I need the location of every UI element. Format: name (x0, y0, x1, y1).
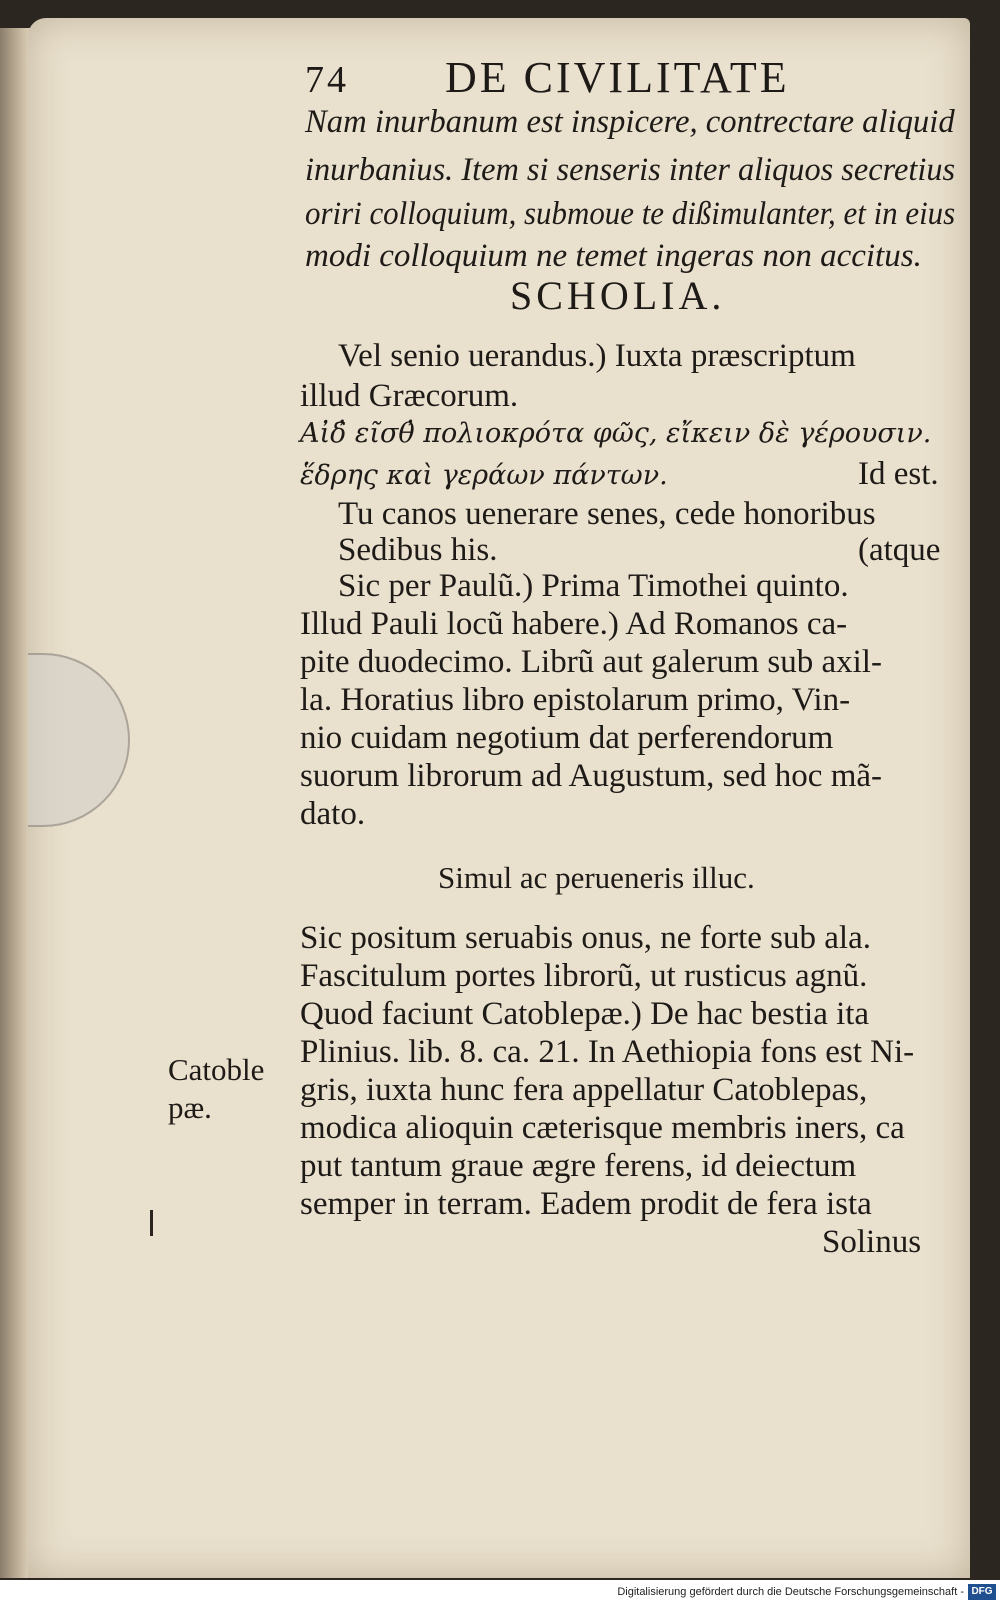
main-text-line: inurbanius. Item si senseris inter aliquos secretius (305, 152, 956, 188)
body-line: put tantum graue ægre ferens, id deiectum (300, 1148, 857, 1184)
body-line: suorum librorum ad Augustum, sed hoc mã- (300, 758, 883, 794)
verse-line: Sedibus his. (338, 532, 498, 568)
body-line: pite duodecimo. Librũ aut galerum sub axil- (300, 644, 882, 680)
section-heading: SCHOLIA. (510, 273, 726, 318)
scholia-line: Vel senio uerandus.) Iuxta præscriptum (338, 338, 856, 374)
body-line: Fascitulum portes librorũ, ut rusticus agnũ. (300, 958, 868, 994)
digitization-footer (0, 1580, 1000, 1607)
verse-line: Tu canos uenerare senes, cede honoribus (338, 496, 876, 532)
greek-line: Αἰδ̓ εῖσθ̓ πολιοκρότα φῶς, εἴκειν δὲ γέρουσιν. (300, 418, 932, 449)
body-line: Sic positum seruabis onus, ne forte sub ala. (300, 920, 871, 956)
running-title: DE CIVILITATE (445, 53, 790, 102)
ink-mark (150, 1210, 153, 1236)
verse-tail: (atque (858, 532, 941, 568)
body-line: dato. (300, 796, 366, 832)
running-header (305, 52, 790, 103)
quote-line: Simul ac perueneris illuc. (438, 860, 755, 895)
main-text-line: modi colloquium ne temet ingeras non accitus. (305, 238, 922, 274)
scholia-line: illud Græcorum. (300, 378, 519, 414)
body-line: nio cuidam negotium dat perferendorum (300, 720, 834, 756)
main-text-line: Nam inurbanum est inspicere, contrectare aliquid (305, 104, 955, 140)
body-line: Illud Pauli locũ habere.) Ad Romanos ca- (300, 606, 848, 642)
main-text-line: oriri colloquium, submoue te dißimulanter, et in eius (305, 196, 956, 232)
body-line: Sic per Paulũ.) Prima Timothei quinto. (338, 568, 849, 604)
body-line: Quod faciunt Catoblepæ.) De hac bestia ita (300, 996, 870, 1032)
margin-note-line: pæ. (168, 1090, 212, 1125)
greek-line: ἕδρης καὶ γεράων πάντων. (300, 460, 668, 491)
body-line: gris, iuxta hunc fera appellatur Catoblepas, (300, 1072, 868, 1108)
dfg-logo: DFG (968, 1584, 996, 1600)
page-number: 74 (305, 59, 349, 101)
body-line: semper in terram. Eadem prodit de fera ista (300, 1186, 872, 1222)
body-line: la. Horatius libro epistolarum primo, Vin- (300, 682, 851, 718)
body-line: modica alioquin cæterisque membris iners, ca (300, 1110, 905, 1146)
clip-shadow (28, 653, 130, 827)
catchword: Solinus (822, 1224, 922, 1260)
greek-tail: Id est. (858, 456, 939, 492)
body-line: Plinius. lib. 8. ca. 21. In Aethiopia fons est Ni- (300, 1034, 915, 1070)
margin-note-line: Catoble (168, 1052, 265, 1087)
footer-credit: Digitalisierung gefördert durch die Deutsche Forschungsgemeinschaft - (617, 1586, 964, 1598)
